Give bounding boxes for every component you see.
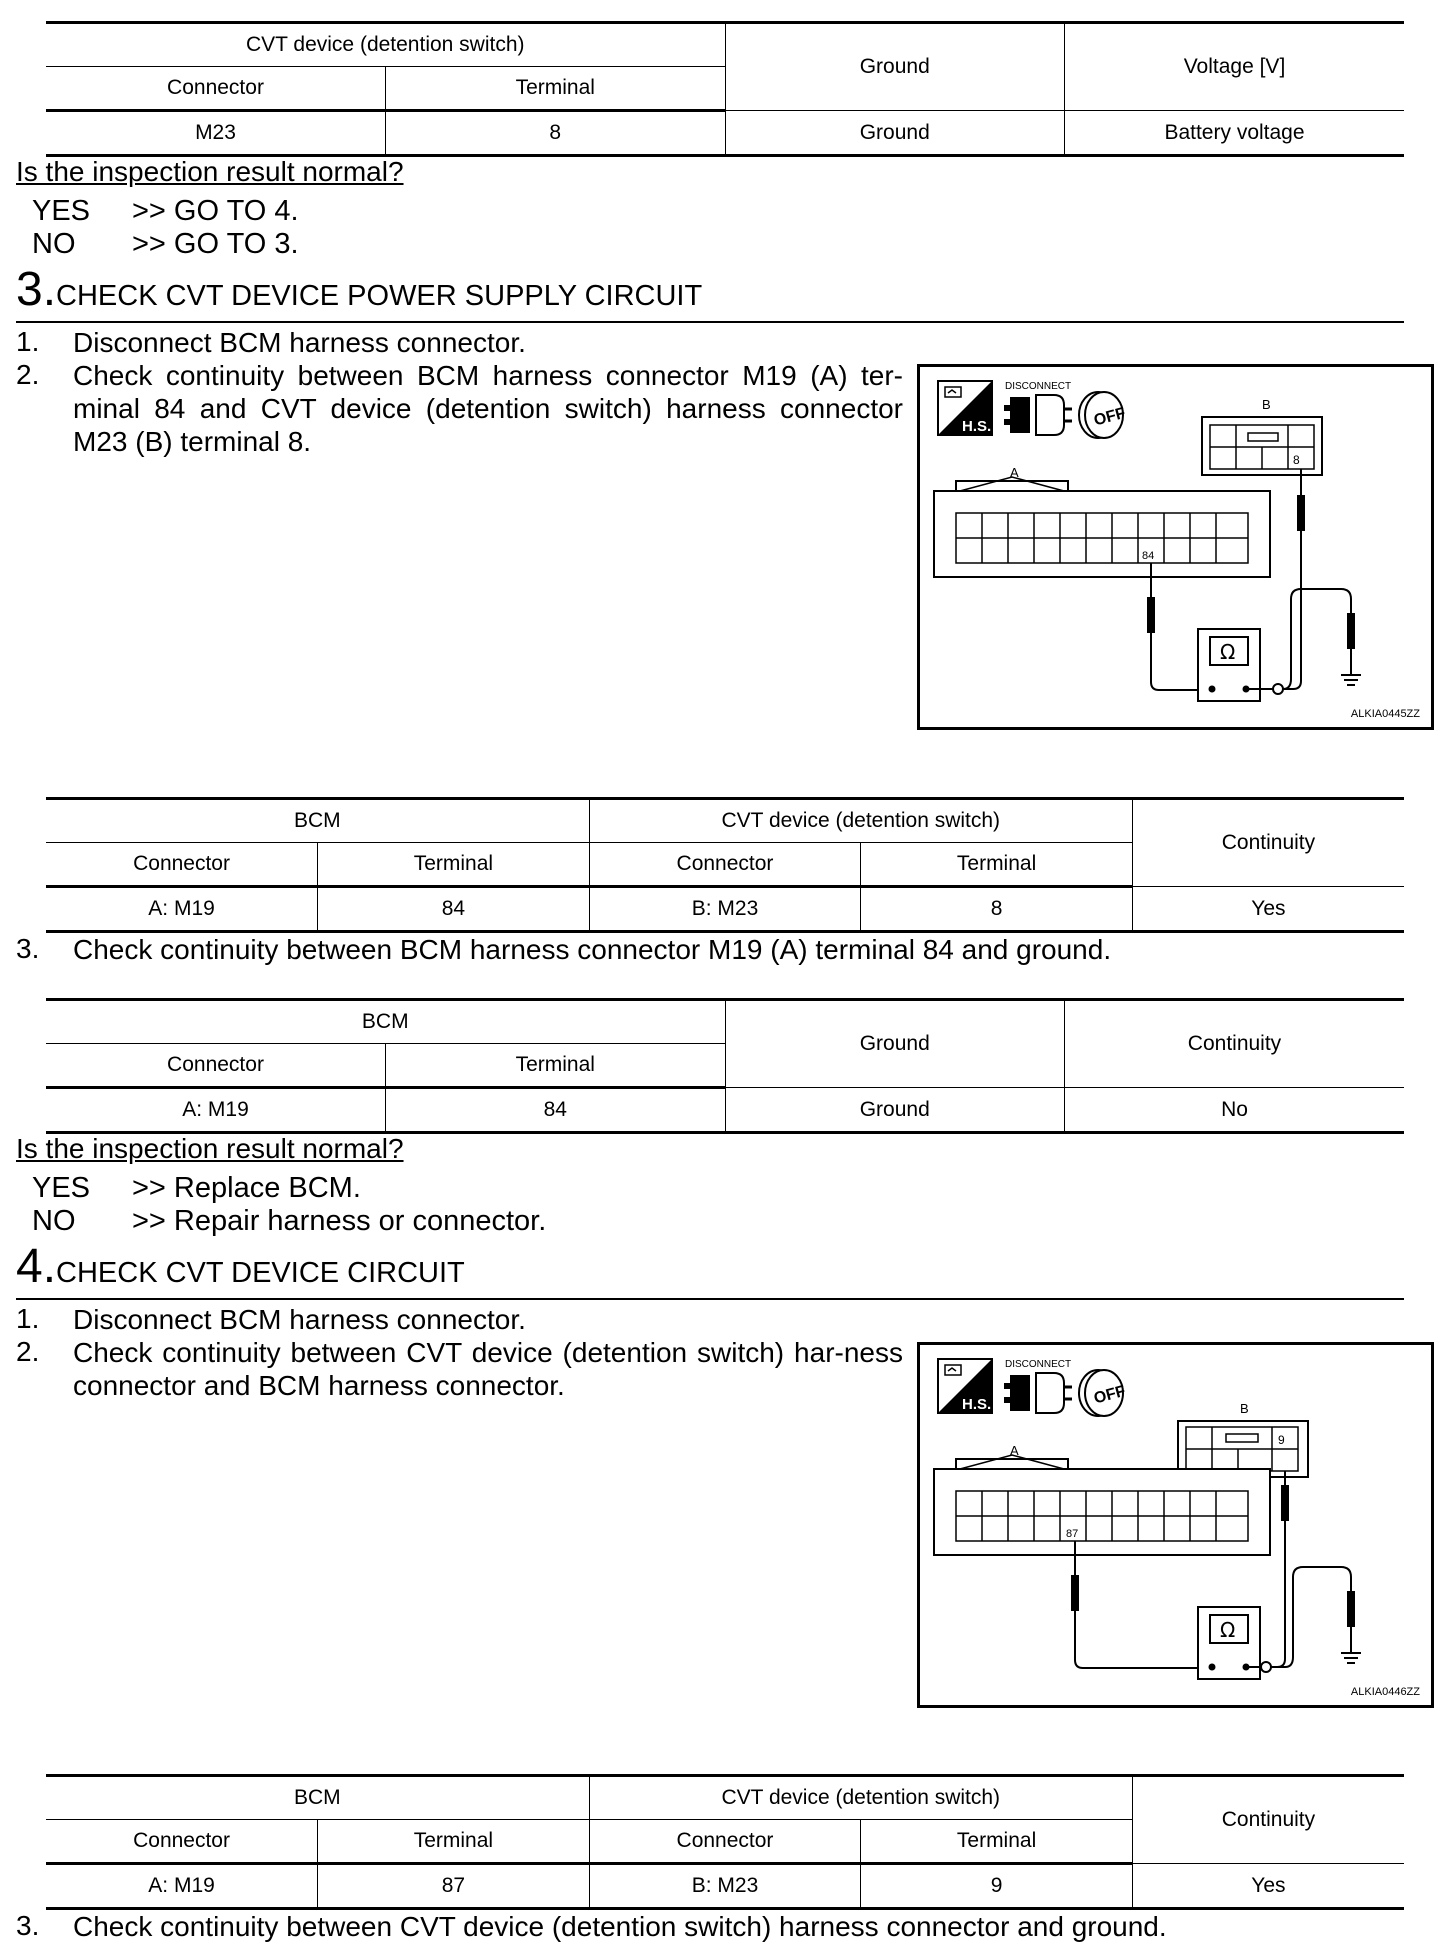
table-row [46,1864,1404,1909]
table-cell: Ground [725,111,1065,156]
answer-no-label: NO [32,228,76,260]
table-group-header: CVT device (detention switch) [589,1776,1132,1820]
figure-code: ALKIA0446ZZ [1350,1686,1420,1698]
table-group-header: BCM [46,1000,725,1044]
table-cell: 84 [318,887,590,932]
table-header-terminal: Terminal [861,843,1133,887]
table-cell: No [1065,1088,1405,1133]
table-header-connector: Connector [46,1044,386,1088]
svg-text:OFF: OFF [1092,404,1128,430]
inspection-question: Is the inspection result normal? [16,156,404,187]
table-group-header: CVT device (detention switch) [46,23,725,67]
table-cell: B: M23 [589,1864,861,1909]
connector-b [1202,397,1322,475]
table-row [46,887,1404,932]
connector-b-label: B [1262,397,1271,412]
pin-b-label: 8 [1293,453,1300,467]
table-cell: Yes [1132,1864,1404,1909]
connector-a-label: A [1010,465,1019,480]
table-cell: 8 [861,887,1133,932]
table-cell: 9 [861,1864,1133,1909]
voltage-table [46,21,1404,157]
step-3-heading [16,262,702,317]
table-group-header: BCM [46,799,589,843]
table-cell: A: M19 [46,887,318,932]
table-cell: Battery voltage [1065,111,1405,156]
table-header-connector: Connector [589,843,861,887]
answer-no-label: NO [32,1205,76,1237]
table-cell: Ground [725,1088,1065,1133]
table-cell: A: M19 [46,1864,318,1909]
divider [16,321,1404,323]
harness-service-icon [938,1359,992,1413]
pin-a-label: 87 [1066,1528,1079,1540]
table-header-terminal: Terminal [386,1044,726,1088]
connector-b-label: B [1240,1401,1249,1416]
table-header-terminal: Terminal [318,843,590,887]
table-row [46,1088,1404,1133]
step-title: CHECK CVT DEVICE CIRCUIT [56,1257,465,1289]
table-cell: 87 [318,1864,590,1909]
disconnect-icon [1004,381,1072,435]
hs-label: H.S. [962,418,992,435]
wiring-diagram-figure [917,364,1434,730]
connector-b [1178,1401,1308,1477]
table-cell: 8 [386,111,726,156]
ground-continuity-table [46,998,1404,1134]
wiring-diagram-figure [917,1342,1434,1708]
divider [16,1298,1404,1300]
continuity-table [46,797,1404,933]
answer-yes-action: >> GO TO 4. [132,195,299,227]
table-cell: M23 [46,111,386,156]
step-4-heading [16,1239,465,1294]
figure-code: ALKIA0445ZZ [1350,708,1420,720]
table-header-connector: Connector [46,843,318,887]
disconnect-icon [1004,1359,1072,1413]
ignition-off-icon [1079,392,1128,438]
table-header-continuity: Continuity [1065,1000,1405,1088]
harness-service-icon [938,381,992,435]
table-cell: Yes [1132,887,1404,932]
pin-a-label: 84 [1142,550,1155,562]
ignition-off-icon [1079,1370,1128,1416]
table-header-ground: Ground [725,1000,1065,1088]
table-header-continuity: Continuity [1132,1776,1404,1864]
table-header-terminal: Terminal [861,1820,1133,1864]
step-title: CHECK CVT DEVICE POWER SUPPLY CIRCUIT [56,280,703,312]
table-group-header: BCM [46,1776,589,1820]
table-group-header: CVT device (detention switch) [589,799,1132,843]
answer-no-action: >> GO TO 3. [132,228,299,260]
table-header-continuity: Continuity [1132,799,1404,887]
answer-no-action: >> Repair harness or connector. [132,1205,547,1237]
answer-yes-label: YES [32,195,91,227]
table-header-voltage: Voltage [V] [1065,23,1405,111]
answer-yes-action: >> Replace BCM. [132,1172,361,1204]
continuity-table [46,1774,1404,1910]
table-cell: B: M23 [589,887,861,932]
answer-yes-label: YES [32,1172,91,1204]
ohm-symbol: Ω [1220,640,1236,664]
connector-a-label: A [1010,1443,1019,1458]
ohm-symbol: Ω [1220,1618,1236,1642]
table-cell: 84 [386,1088,726,1133]
table-header-ground: Ground [725,23,1065,111]
table-header-connector: Connector [46,1820,318,1864]
table-cell: A: M19 [46,1088,386,1133]
disconnect-label: DISCONNECT [1005,1359,1072,1370]
hs-label: H.S. [962,1396,992,1413]
disconnect-label: DISCONNECT [1005,381,1072,392]
table-header-connector: Connector [46,67,386,111]
table-header-connector: Connector [589,1820,861,1864]
connector-a [934,465,1270,577]
svg-text:OFF: OFF [1092,1382,1128,1408]
table-header-terminal: Terminal [386,67,726,111]
table-header-terminal: Terminal [318,1820,590,1864]
inspection-question: Is the inspection result normal? [16,1133,404,1164]
pin-b-label: 9 [1278,1433,1285,1447]
step-number: 4. [16,1240,57,1293]
table-row [46,111,1404,156]
step-number: 3. [16,263,57,316]
